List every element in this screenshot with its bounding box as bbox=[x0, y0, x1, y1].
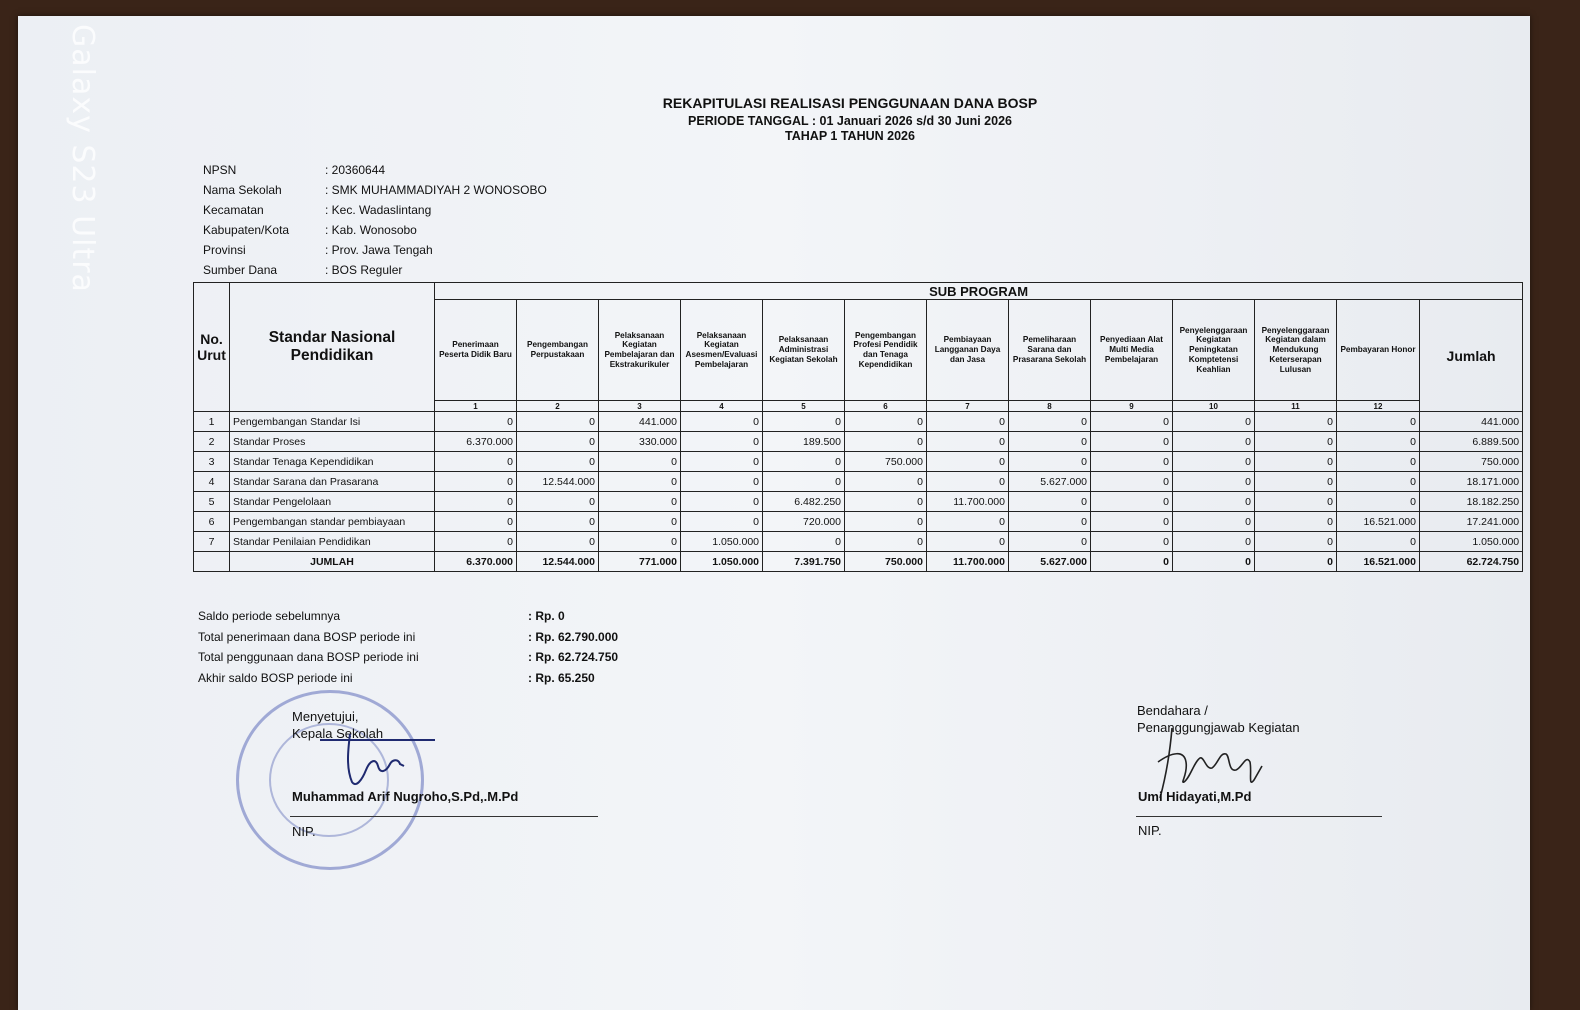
cell-value: 189.500 bbox=[763, 432, 845, 452]
sub-program-header: SUB PROGRAM bbox=[435, 283, 1523, 300]
principal-signature bbox=[300, 730, 440, 790]
table-row bbox=[194, 412, 1523, 432]
summary-value: : Rp. 62.790.000 bbox=[528, 629, 619, 644]
col-standar-header: Standar Nasional Pendidikan bbox=[230, 283, 435, 412]
cell-value: 0 bbox=[927, 432, 1009, 452]
cell-value: 0 bbox=[517, 492, 599, 512]
sub-header: Pelaksanaan Kegiatan Asesmen/Evaluasi Pembelajaran bbox=[681, 300, 763, 401]
col-number: 7 bbox=[927, 401, 1009, 412]
treasurer-label: Bendahara / bbox=[1137, 703, 1208, 718]
school-info bbox=[203, 160, 547, 280]
cell-value: 0 bbox=[517, 532, 599, 552]
balance-summary bbox=[198, 606, 618, 688]
treasurer-name: Umi Hidayati,M.Pd bbox=[1138, 789, 1252, 804]
total-value: 7.391.750 bbox=[763, 552, 845, 572]
summary-row bbox=[198, 606, 618, 627]
col-number: 12 bbox=[1337, 401, 1420, 412]
col-number: 9 bbox=[1091, 401, 1173, 412]
cell-value: 0 bbox=[1255, 412, 1337, 432]
cell-value: 0 bbox=[681, 452, 763, 472]
table-row bbox=[194, 512, 1523, 532]
cell-value: 441.000 bbox=[599, 412, 681, 432]
sub-header: Penyelenggaraan Kegiatan dalam Mendukung Keterserapan Lulusan bbox=[1255, 300, 1337, 401]
summary-row bbox=[198, 668, 618, 689]
col-number: 8 bbox=[1009, 401, 1091, 412]
cell-value: 0 bbox=[927, 472, 1009, 492]
signature-line-right bbox=[1136, 816, 1382, 817]
total-row bbox=[194, 552, 1523, 572]
col-number: 6 bbox=[845, 401, 927, 412]
cell-value: 0 bbox=[763, 412, 845, 432]
info-value: : Kab. Wonosobo bbox=[325, 223, 417, 237]
row-total: 750.000 bbox=[1420, 452, 1523, 472]
sub-header: Pembayaran Honor bbox=[1337, 300, 1420, 401]
row-standard-name: Standar Proses bbox=[230, 432, 435, 452]
cell-value: 0 bbox=[845, 512, 927, 532]
row-number: 4 bbox=[194, 472, 230, 492]
info-label: Provinsi bbox=[203, 243, 246, 257]
row-total: 1.050.000 bbox=[1420, 532, 1523, 552]
info-row bbox=[203, 160, 547, 180]
summary-value: : Rp. 62.724.750 bbox=[528, 650, 619, 664]
cell-value: 0 bbox=[517, 452, 599, 472]
cell-value: 0 bbox=[1255, 512, 1337, 532]
total-row-label: JUMLAH bbox=[230, 552, 435, 572]
cell-value: 0 bbox=[517, 432, 599, 452]
cell-value: 0 bbox=[435, 512, 517, 532]
cell-value: 0 bbox=[845, 472, 927, 492]
total-value: 771.000 bbox=[599, 552, 681, 572]
cell-value: 0 bbox=[1091, 512, 1173, 532]
cell-value: 0 bbox=[681, 432, 763, 452]
sub-header: Pelaksanaan Kegiatan Pembelajaran dan Ekstrakurikuler bbox=[599, 300, 681, 401]
sub-header: Penyediaan Alat Multi Media Pembelajaran bbox=[1091, 300, 1173, 401]
camera-watermark: Galaxy S23 Ultra bbox=[65, 24, 100, 293]
cell-value: 12.544.000 bbox=[517, 472, 599, 492]
title-period: PERIODE TANGGAL : 01 Januari 2026 s/d 30 Juni 2026 bbox=[688, 114, 1012, 128]
summary-value: : Rp. 65.250 bbox=[528, 670, 595, 685]
table-row bbox=[194, 432, 1523, 452]
sub-header: Pengembangan Profesi Pendidik dan Tenaga Kependidikan bbox=[845, 300, 927, 401]
info-value: : BOS Reguler bbox=[325, 263, 403, 277]
cell-value: 0 bbox=[435, 452, 517, 472]
total-value: 750.000 bbox=[845, 552, 927, 572]
cell-value: 0 bbox=[1337, 412, 1420, 432]
cell-value: 0 bbox=[1337, 472, 1420, 492]
row-number: 6 bbox=[194, 512, 230, 532]
cell-value: 0 bbox=[517, 412, 599, 432]
cell-value: 0 bbox=[763, 452, 845, 472]
signature-line-left bbox=[290, 816, 598, 817]
table-row bbox=[194, 472, 1523, 492]
cell-value: 0 bbox=[845, 432, 927, 452]
cell-value: 0 bbox=[845, 492, 927, 512]
cell-value: 0 bbox=[681, 472, 763, 492]
cell-value: 0 bbox=[435, 472, 517, 492]
cell-value: 0 bbox=[1173, 532, 1255, 552]
grand-total: 62.724.750 bbox=[1420, 552, 1523, 572]
col-number: 3 bbox=[599, 401, 681, 412]
info-row bbox=[203, 260, 547, 280]
info-value: : Kec. Wadaslintang bbox=[325, 203, 432, 217]
total-value: 0 bbox=[1091, 552, 1173, 572]
cell-value: 0 bbox=[1255, 492, 1337, 512]
cell-value: 0 bbox=[1009, 492, 1091, 512]
table-row bbox=[194, 452, 1523, 472]
cell-value: 0 bbox=[1091, 532, 1173, 552]
row-standard-name: Standar Sarana dan Prasarana bbox=[230, 472, 435, 492]
cell-value: 6.482.250 bbox=[763, 492, 845, 512]
cell-value: 0 bbox=[1173, 492, 1255, 512]
sub-header: Penerimaan Peserta Didik Baru bbox=[435, 300, 517, 401]
cell-value: 0 bbox=[1009, 452, 1091, 472]
row-standard-name: Standar Pengelolaan bbox=[230, 492, 435, 512]
cell-value: 0 bbox=[1173, 432, 1255, 452]
row-number: 2 bbox=[194, 432, 230, 452]
col-jumlah-header: Jumlah bbox=[1420, 300, 1523, 412]
summary-label: Akhir saldo BOSP periode ini bbox=[198, 670, 353, 685]
cell-value: 0 bbox=[1091, 492, 1173, 512]
row-standard-name: Pengembangan Standar Isi bbox=[230, 412, 435, 432]
cell-value: 720.000 bbox=[763, 512, 845, 532]
cell-value: 0 bbox=[1009, 432, 1091, 452]
table-row bbox=[194, 492, 1523, 512]
cell-value: 0 bbox=[1255, 472, 1337, 492]
cell-value: 0 bbox=[1009, 412, 1091, 432]
info-row bbox=[203, 180, 547, 200]
treasurer-title: Penanggungjawab Kegiatan bbox=[1137, 720, 1300, 735]
summary-label: Total penggunaan dana BOSP periode ini bbox=[198, 650, 419, 664]
cell-value: 0 bbox=[845, 412, 927, 432]
cell-value: 0 bbox=[1091, 432, 1173, 452]
cell-value: 0 bbox=[927, 532, 1009, 552]
row-total: 441.000 bbox=[1420, 412, 1523, 432]
info-row bbox=[203, 240, 547, 260]
row-standard-name: Standar Penilaian Pendidikan bbox=[230, 532, 435, 552]
cell-value: 0 bbox=[927, 452, 1009, 472]
cell-value: 0 bbox=[681, 412, 763, 432]
cell-value: 0 bbox=[1009, 512, 1091, 532]
total-value: 1.050.000 bbox=[681, 552, 763, 572]
col-no-header: No. Urut bbox=[194, 283, 230, 412]
cell-value: 0 bbox=[1337, 492, 1420, 512]
cell-value: 750.000 bbox=[845, 452, 927, 472]
cell-value: 0 bbox=[435, 532, 517, 552]
cell-value: 0 bbox=[1255, 432, 1337, 452]
cell-value: 0 bbox=[599, 492, 681, 512]
cell-value: 0 bbox=[1173, 472, 1255, 492]
cell-value: 0 bbox=[763, 472, 845, 492]
cell-value: 0 bbox=[763, 532, 845, 552]
approval-label: Menyetujui, bbox=[292, 709, 359, 724]
info-label: NPSN bbox=[203, 163, 237, 177]
cell-value: 0 bbox=[1255, 532, 1337, 552]
col-number: 11 bbox=[1255, 401, 1337, 412]
sub-header: Pemeliharaan Sarana dan Prasarana Sekolah bbox=[1009, 300, 1091, 401]
info-label: Nama Sekolah bbox=[203, 183, 282, 197]
principal-title: Kepala Sekolah bbox=[292, 726, 384, 741]
document-title bbox=[560, 95, 1140, 143]
info-value: : Prov. Jawa Tengah bbox=[325, 243, 433, 257]
cell-value: 0 bbox=[927, 512, 1009, 532]
total-value: 11.700.000 bbox=[927, 552, 1009, 572]
col-number: 4 bbox=[681, 401, 763, 412]
cell-value: 0 bbox=[1091, 472, 1173, 492]
cell-value: 0 bbox=[681, 512, 763, 532]
title-stage: TAHAP 1 TAHUN 2026 bbox=[785, 129, 915, 143]
rekap-table bbox=[193, 282, 1523, 572]
cell-value: 0 bbox=[599, 532, 681, 552]
principal-nip: NIP. bbox=[292, 824, 316, 839]
cell-value: 11.700.000 bbox=[927, 492, 1009, 512]
cell-value: 0 bbox=[1091, 412, 1173, 432]
total-value: 16.521.000 bbox=[1337, 552, 1420, 572]
row-number: 1 bbox=[194, 412, 230, 432]
cell-value: 0 bbox=[1173, 412, 1255, 432]
row-number: 5 bbox=[194, 492, 230, 512]
cell-value: 0 bbox=[1173, 512, 1255, 532]
cell-value: 330.000 bbox=[599, 432, 681, 452]
row-standard-name: Standar Tenaga Kependidikan bbox=[230, 452, 435, 472]
cell-value: 0 bbox=[927, 412, 1009, 432]
col-number: 5 bbox=[763, 401, 845, 412]
sub-header: Penyelenggaraan Kegiatan Peningkatan Komptetensi Keahlian bbox=[1173, 300, 1255, 401]
info-value: : 20360644 bbox=[325, 163, 386, 177]
info-value: : SMK MUHAMMADIYAH 2 WONOSOBO bbox=[325, 183, 547, 197]
sub-header: Pengembangan Perpustakaan bbox=[517, 300, 599, 401]
info-label: Kabupaten/Kota bbox=[203, 223, 290, 237]
summary-value: : Rp. 0 bbox=[528, 609, 565, 623]
info-label: Sumber Dana bbox=[203, 263, 278, 277]
cell-value: 0 bbox=[1337, 532, 1420, 552]
cell-value: 0 bbox=[599, 472, 681, 492]
cell-value: 0 bbox=[1091, 452, 1173, 472]
row-standard-name: Pengembangan standar pembiayaan bbox=[230, 512, 435, 532]
total-row-blank bbox=[194, 552, 230, 572]
cell-value: 0 bbox=[435, 492, 517, 512]
cell-value: 0 bbox=[1337, 432, 1420, 452]
sub-header: Pembiayaan Langganan Daya dan Jasa bbox=[927, 300, 1009, 401]
cell-value: 0 bbox=[1337, 452, 1420, 472]
row-total: 18.182.250 bbox=[1420, 492, 1523, 512]
title-line-1: REKAPITULASI REALISASI PENGGUNAAN DANA BOSP bbox=[662, 95, 1038, 111]
treasurer-nip: NIP. bbox=[1138, 823, 1162, 838]
row-number: 7 bbox=[194, 532, 230, 552]
total-value: 12.544.000 bbox=[517, 552, 599, 572]
total-value: 5.627.000 bbox=[1009, 552, 1091, 572]
cell-value: 5.627.000 bbox=[1009, 472, 1091, 492]
cell-value: 16.521.000 bbox=[1337, 512, 1420, 532]
cell-value: 0 bbox=[681, 492, 763, 512]
cell-value: 0 bbox=[1173, 452, 1255, 472]
total-value: 0 bbox=[1255, 552, 1337, 572]
col-number: 10 bbox=[1173, 401, 1255, 412]
sub-header: Pelaksanaan Administrasi Kegiatan Sekolah bbox=[763, 300, 845, 401]
cell-value: 0 bbox=[599, 512, 681, 532]
col-number: 2 bbox=[517, 401, 599, 412]
info-row bbox=[203, 220, 547, 240]
col-number: 1 bbox=[435, 401, 517, 412]
summary-row bbox=[198, 647, 618, 668]
cell-value: 0 bbox=[845, 532, 927, 552]
principal-name: Muhammad Arif Nugroho,S.Pd,.M.Pd bbox=[292, 789, 519, 804]
cell-value: 0 bbox=[1009, 532, 1091, 552]
cell-value: 0 bbox=[1255, 452, 1337, 472]
total-value: 6.370.000 bbox=[435, 552, 517, 572]
cell-value: 0 bbox=[517, 512, 599, 532]
total-value: 0 bbox=[1173, 552, 1255, 572]
row-total: 17.241.000 bbox=[1420, 512, 1523, 532]
row-total: 18.171.000 bbox=[1420, 472, 1523, 492]
row-total: 6.889.500 bbox=[1420, 432, 1523, 452]
row-number: 3 bbox=[194, 452, 230, 472]
cell-value: 0 bbox=[435, 412, 517, 432]
cell-value: 0 bbox=[599, 452, 681, 472]
cell-value: 6.370.000 bbox=[435, 432, 517, 452]
info-row bbox=[203, 200, 547, 220]
summary-label: Total penerimaan dana BOSP periode ini bbox=[198, 629, 416, 644]
cell-value: 1.050.000 bbox=[681, 532, 763, 552]
table-row bbox=[194, 532, 1523, 552]
info-label: Kecamatan bbox=[203, 203, 264, 217]
summary-label: Saldo periode sebelumnya bbox=[198, 609, 341, 623]
summary-row bbox=[198, 627, 618, 648]
